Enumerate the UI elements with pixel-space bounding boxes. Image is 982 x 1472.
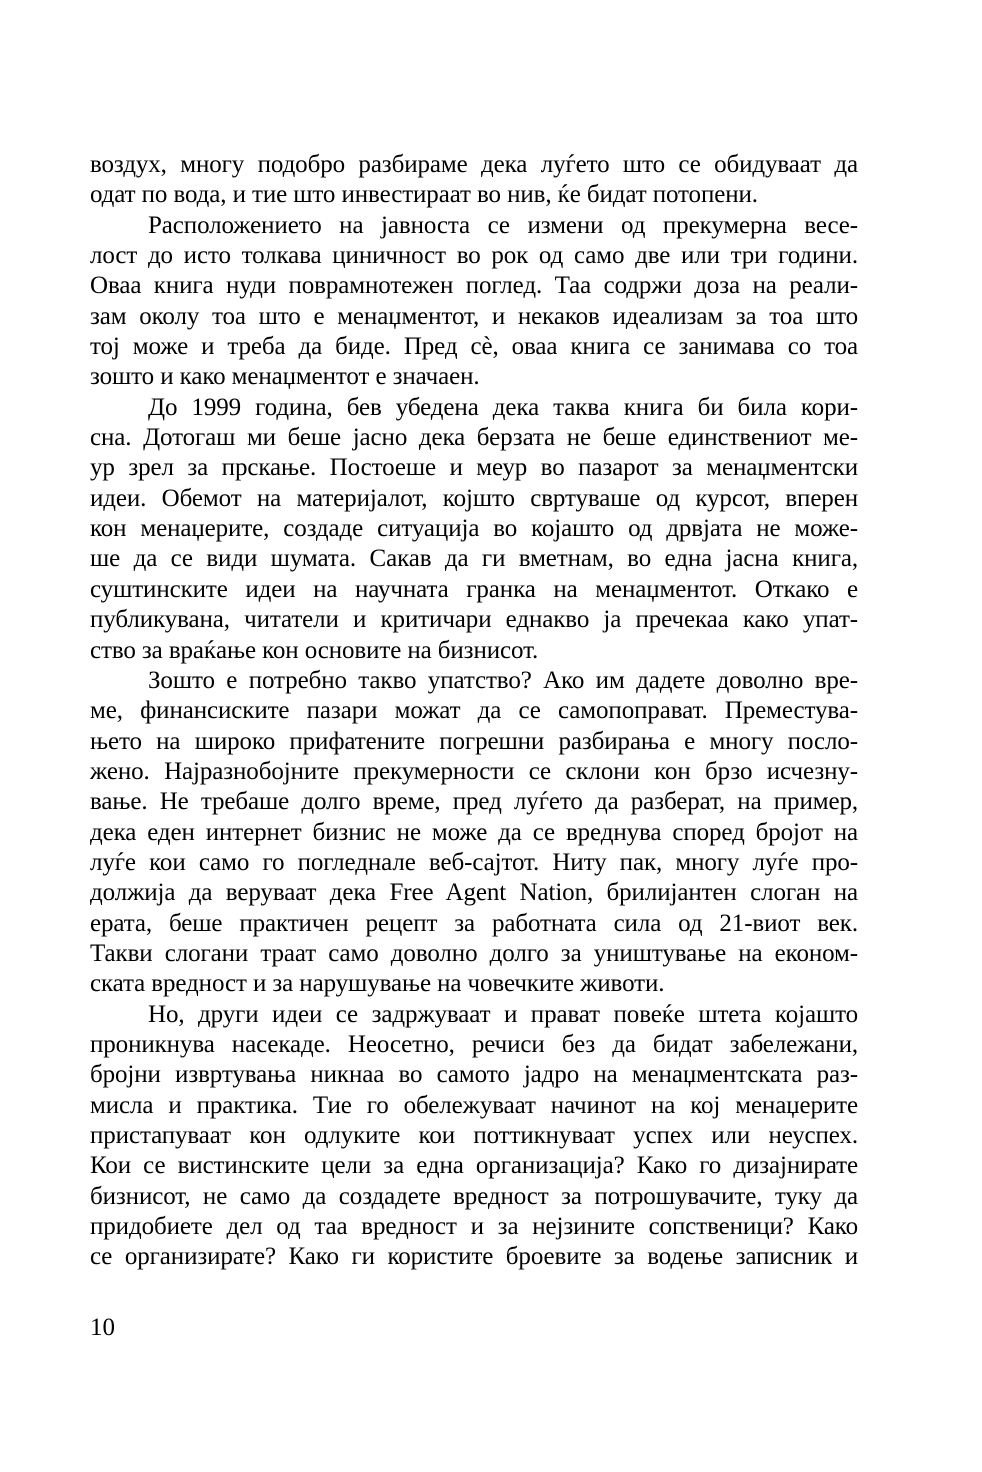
text-line: ство за враќање кон основите на бизнисот. <box>90 636 539 664</box>
text-line: До 1999 година, бев убедена дека таква книга би била кори- <box>148 393 858 421</box>
text-line: жено. Најразнобојните прекумерности се склони кон брзо исчезну- <box>90 757 858 785</box>
text-line: дека еден интернет бизнис не може да се вреднува според бројот на <box>90 818 858 846</box>
paragraph <box>90 393 858 666</box>
text-line: ур зрел за прскање. Постоеше и меур во пазарот за менаџментски <box>90 454 858 482</box>
text-line: одат по вода, и тие што инвестираат во нив, ќе бидат потопени. <box>90 181 758 209</box>
text-line: сна. Дотогаш ми беше јасно дека берзата не беше единствениот ме- <box>90 424 858 452</box>
text-line: зошто и како менаџментот е значаен. <box>90 363 480 391</box>
text-line: пристапуваат кон одлуките кои поттикнуваат успех или неуспех. <box>90 1122 858 1149</box>
text-line: Расположението на јавноста се измени од прекумерна весе- <box>148 211 858 239</box>
text-line: кон менаџерите, создаде ситуација во којашто од дрвјата не може- <box>90 515 858 543</box>
text-line: њето на широко прифатените погрешни разбирања е многу посло- <box>90 727 858 755</box>
paragraph <box>90 211 858 393</box>
text-line: вање. Не требаше долго време, пред луѓето да разберат, на пример, <box>90 788 858 816</box>
page-text-block <box>90 150 858 1273</box>
text-line: Но, други идеи се задржуваат и прават повеќе штета којашто <box>148 1000 858 1028</box>
text-line: Кои се вистинските цели за една организација? Како го дизајнирате <box>90 1152 858 1180</box>
text-line: лост до исто толкава циничност во рок од само две или три години. <box>90 242 858 270</box>
text-line: бизнисот, не само да создадете вредност за потрошувачите, туку да <box>90 1182 858 1210</box>
page-number: 10 <box>90 1314 115 1341</box>
text-line: Оваа книга нуди поврамнотежен поглед. Таа содржи доза на реали- <box>90 272 858 300</box>
text-line: ската вредност и за нарушување на човечките животи. <box>90 970 665 998</box>
text-line: зам околу тоа што е менаџментот, и некаков идеализам за тоа што <box>90 302 858 330</box>
text-line: воздух, многу подобро разбираме дека луѓето што се обидуваат да <box>90 151 858 178</box>
text-line: се организирате? Како ги користите броевите за водење записник и <box>90 1243 858 1271</box>
text-line: должија да веруваат дека Free Agent Nation, брилијантен слоган на <box>90 879 858 907</box>
text-line: ше да се види шумата. Сакав да ги вметнам, во една јасна книга, <box>90 545 858 573</box>
text-line: Зошто е потребно такво упатство? Ако им дадете доволно вре- <box>148 666 858 694</box>
text-line: бројни извртувања никнаа во самото јадро на менаџментската раз- <box>90 1061 858 1089</box>
text-line: проникнува насекаде. Неосетно, речиси без да бидат забележани, <box>90 1030 858 1058</box>
text-line: придобиете дел од таа вредност и за нејзините сопственици? Како <box>90 1213 858 1241</box>
text-line: ерата, беше практичен рецепт за работната сила од 21-виот век. <box>90 909 858 937</box>
text-line: публикувана, читатели и критичари еднакво ја пречекаа како упат- <box>90 606 858 634</box>
paragraph <box>90 666 858 1000</box>
text-line: мисла и практика. Тие го обележуваат начинот на кој менаџерите <box>90 1091 858 1119</box>
text-line: суштинските идеи на научната гранка на менаџментот. Откако е <box>90 575 858 603</box>
text-line: идеи. Обемот на материјалот, којшто свртуваше од курсот, вперен <box>90 484 858 512</box>
text-line: Такви слогани траат само доволно долго за уништување на економ- <box>90 939 858 967</box>
paragraph <box>90 150 858 211</box>
text-line: тој може и треба да биде. Пред сѐ, оваа книга се занимава со тоа <box>90 333 858 361</box>
text-line: ме, финансиските пазари можат да се самопоправат. Преместува- <box>90 697 858 725</box>
paragraph <box>90 1000 858 1273</box>
text-line: луѓе кои само го погледнале веб-сајтот. Ниту пак, многу луѓе про- <box>90 848 858 876</box>
